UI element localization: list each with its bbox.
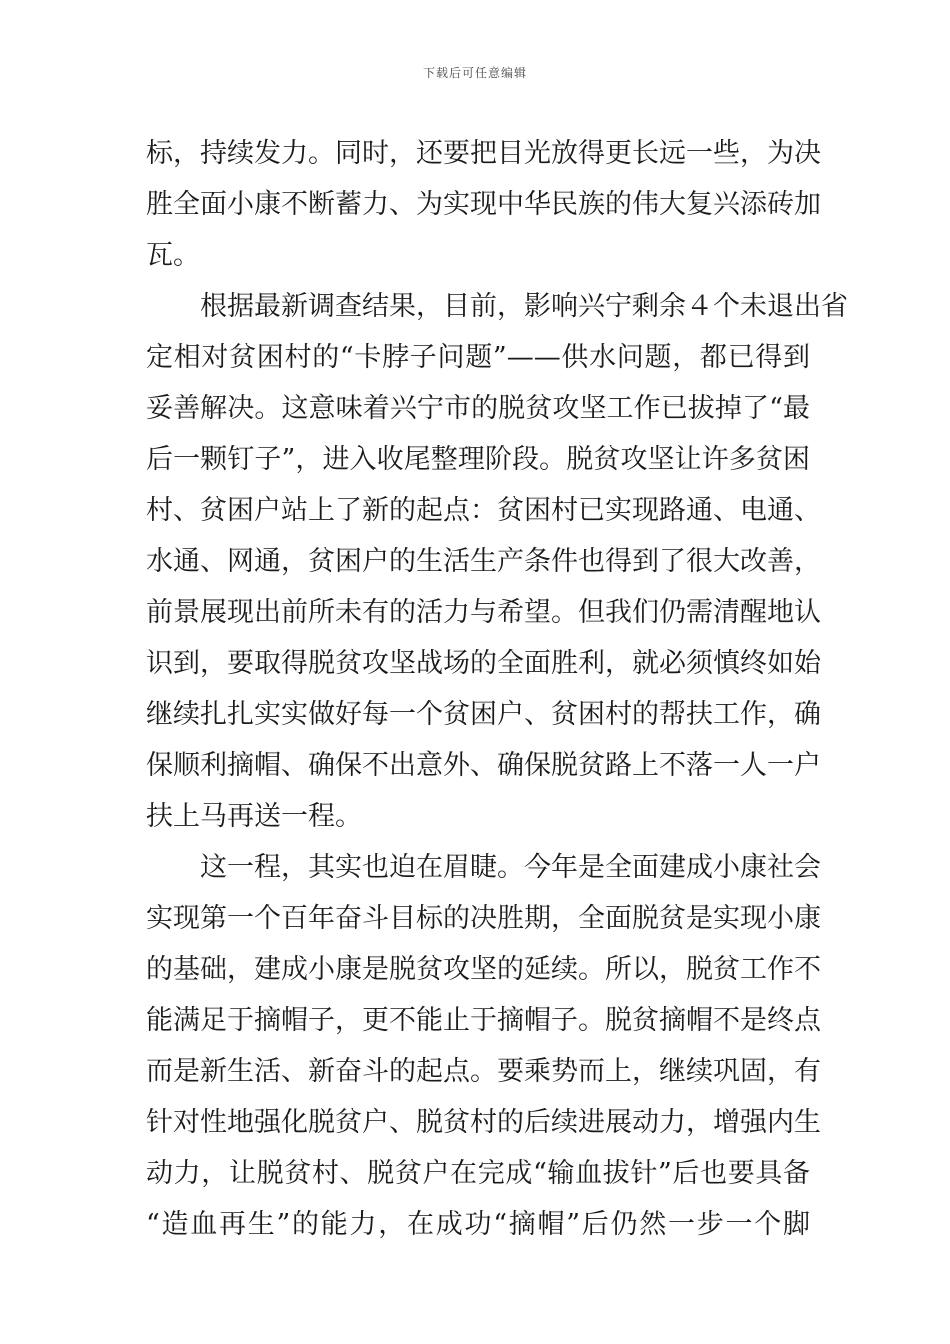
text-line: 实现第一个百年奋斗目标的决胜期，全面脱贫是实现小康: [146, 903, 821, 934]
document-body: [146, 128, 848, 1250]
text-line: 定相对贫困村的“卡脖子问题”——供水问题，都已得到: [146, 342, 810, 373]
text-line: 识到，要取得脱贫攻坚战场的全面胜利，就必须慎终如始: [146, 648, 821, 679]
text-line: 瓦。: [146, 240, 200, 271]
text-line: 水通、网通，贫困户的生活生产条件也得到了很大改善，: [146, 546, 821, 577]
text-line: 扶上马再送一程。: [146, 801, 362, 832]
text-line: 保顺利摘帽、确保不出意外、确保脱贫路上不落一人一户: [146, 750, 821, 781]
text-line: 前景展现出前所未有的活力与希望。但我们仍需清醒地认: [146, 597, 821, 628]
text-line: 能满足于摘帽子，更不能止于摘帽子。脱贫摘帽不是终点: [146, 1005, 821, 1036]
page-header: 下载后可任意编辑: [422, 66, 527, 80]
text-line: “造血再生”的能力，在成功“摘帽”后仍然一步一个脚: [146, 1209, 810, 1240]
paragraph: [146, 281, 848, 842]
text-line: 后一颗钉子”，进入收尾整理阶段。脱贫攻坚让许多贫困: [146, 444, 810, 475]
text-line: 动力，让脱贫村、脱贫户在完成“输血拔针”后也要具备: [146, 1158, 810, 1189]
text-line: 根据最新调查结果，目前，影响兴宁剩余４个未退出省: [200, 291, 848, 322]
text-line: 继续扎扎实实做好每一个贫困户、贫困村的帮扶工作，确: [146, 699, 821, 730]
text-line: 这一程，其实也迫在眉睫。今年是全面建成小康社会: [200, 852, 821, 883]
text-line: 妥善解决。这意味着兴宁市的脱贫攻坚工作已拔掉了“最: [146, 393, 810, 424]
text-line: 而是新生活、新奋斗的起点。要乘势而上，继续巩固，有: [146, 1056, 821, 1087]
text-line: 村、贫困户站上了新的起点：贫困村已实现路通、电通、: [146, 495, 821, 526]
text-line: 针对性地强化脱贫户、脱贫村的后续进展动力，增强内生: [146, 1107, 821, 1138]
text-line: 胜全面小康不断蓄力、为实现中华民族的伟大复兴添砖加: [146, 189, 821, 220]
text-line: 标，持续发力。同时，还要把目光放得更长远一些，为决: [146, 138, 821, 169]
paragraph: [146, 128, 821, 281]
text-line: 的基础，建成小康是脱贫攻坚的延续。所以，脱贫工作不: [146, 954, 821, 985]
paragraph: [146, 842, 821, 1250]
